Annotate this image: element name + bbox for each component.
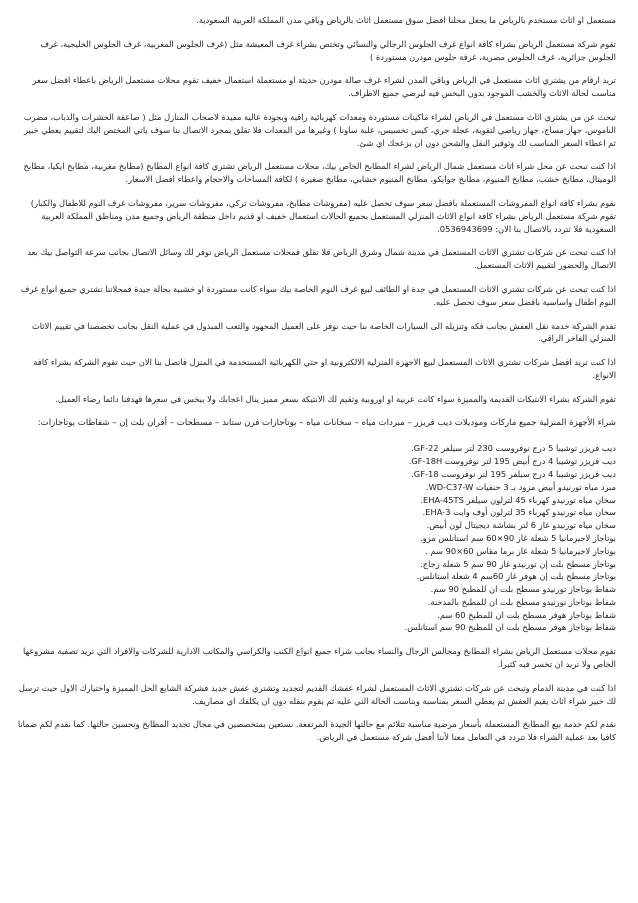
- jeddah-bedrooms-paragraph: اذا كنت تبحث عن شركات تشتري الاثاث المستعمل في جدة او الطائف لبيع غرف النوم الخاصة بيك سواء كانت مستوردة او خشبية بحالة جيدة فمحلاتنا تشتري جميع انواع غرف النوم اطفال واساسية بافضل سعر سوف تحصل عليه.: [20, 283, 616, 307]
- modern-halls-paragraph: تريد ارقام من يشتري اثاث مستعمل في الرياض وباقي المدن لشراء غرف صالة مودرن حديثة او مستعملة استعمال خفيف تقوم محلات مستعمل الرياض باعطاء افضل سعر مناسب لحالة الاثاث والخشب الموجود بدون البخس فيه ليرضي جميع الاطراف.: [32, 75, 616, 99]
- list-item: شفاط بوتاجاز هوفر مسطح بلت ان للمطبخ 60 سم.: [437, 609, 616, 620]
- kitchens-paragraph: اذا كنت تبحث عن محل شراء اثاث مستعمل شمال الرياض لشراء المطابخ الخاص بيك، محلات مستعمل الرياض تشتري كافة انواع المطابخ (مطابخ مغربية، مطابخ ايكيا، مطابخ الوميتال، مطابخ خشب، مطابخ المنيوم، مطابخ جوايكو، مطابخ المنيوم خشابي، مطابخ صغيرة ) لكافة المساحات والاحجام واعطاء افضل الاسعار.: [23, 161, 616, 185]
- north-riyadh-paragraph: اذا كنت تبحث عن شركات تشتري الاثاث المستعمل في مدينة شمال وشرق الرياض فلا تقلق فمحلات مستعمل الرياض توفر لك وسائل الاتصال بجانب سرعة التواصل بيك بعد الاتصال والحضور لتقييم الاثاث المستعمل.: [27, 247, 616, 271]
- list-item: شفاط بوتاجاز هوفر مسطح بلت ان للمطبخ 90 سم استانلس.: [404, 622, 616, 633]
- antiques-paragraph: تقوم الشركة بشراء الانتيكات القديمة والمميزة سواء كانت عربية او اوروبية وتقيم لك الانتيكة بسعر مميز ينال اعجابك ولا يبخس في سعرها فهدفنا دائما رضاء العميل.: [55, 393, 616, 404]
- list-item: بوتاجاز لاجيرمانيا 5 شعلة غاز برما مقاس 60×90 سم .: [425, 545, 616, 556]
- list-item: سخان مياه تورنيدو كهرباء 45 لترلون سيلفر EHA-45TS.: [420, 494, 616, 505]
- furnishings-paragraph: نقوم بشراء كافة انواع المفروشات المستعملة بافضل سعر سوف تحصل عليه (مفروشات مطابخ، مفروشات تركي، مفروشات سرير، مفروشات غرف النوم للاطفال والكبار) تقوم شركة مستعمل الرياض بشراء كافة انواع الاثاث المنزلي المستعمل بجميع الحالات استعمال خفيف او قديم داخل منطقة الرياض وجميع مدن ومناطق المملكة العربية السعودية فلا تتردد بالاتصال بنا الان: 0536943699.: [30, 197, 616, 234]
- dammam-paragraph: اذا كنت في مدينة الدمام وتبحث عن شركات تشتري الاثاث المستعمل لشراء عفشك القديم لتجديد وتشتري عفش جديد فشركة الشايع الحل المميزة واختيارك الاول حيث ترسل لك خبير شراء اثاث يقيم العفش ثم يعطي السعر بمناسبة وبناسب الحالة التي عليه ثم يقوم بنقله دون ان يكلفك اي مصاريف.: [18, 682, 616, 706]
- moving-service-paragraph: تقدم الشركة خدمة نقل العفش بجانب فكه وتنزيله الى السيارات الخاصة بنا حيث نوفر على العميل المجهود والتعب المبذول في عملية النقل بجانب تخصصنا في تقييم الاثاث المنزلي الفاخر الراقي.: [31, 320, 616, 344]
- list-item: ديب فريزر توشيبا 5 درج نوفروست 230 لتر سيلفر GF-22.: [411, 443, 616, 454]
- kitchen-sales-paragraph: نقدم لكم خدمة بيع المطابخ المستعملة بأسعار مرضية مناسبة تتلائم مع حالتها الجيدة المرتفعة. نستعين بمتخصصين في مجال تجديد المطابخ وتحسين حالتها. كما نقدم لكم ضمانا كافيا بعد عملية الشراء فلا تتردد في التعامل معنا لأننا أفضل شركة مستعمل في الرياض.: [17, 719, 616, 743]
- intro-paragraph: مستعمل او اثاث مستخدم بالرياض ما يجعل محلنا افضل سوق مستعمل اثاث بالرياض وباقي مدن المملكة العربية السعودية.: [196, 15, 616, 25]
- list-item: ديب فريزر توشيبا 4 درج سيلفر 195 لتر نوفروست GF-18.: [411, 468, 616, 479]
- electronics-paragraph: اذا كنت تريد افضل شركات تشتري الاثاث المستعمل لبيع الاجهزة المنزلية الالكترونية او حتي الكهربائية المستخدمة في المنزل فاتصل بنا الان حيث تقوم الشركة بشراء كافة الانواع.: [33, 357, 616, 380]
- list-item: بوتاجاز لاجيرمانيا 5 شعلة غاز 90×60 سم استانلس مزو.: [420, 532, 616, 543]
- home-appliances-heading: شراء الأجهزة المنزلية جميع ماركات وموديلات ديب فريزر – مبردات مياه – سخانات مياه – بوتاجازات فرن ستاند – مسطحات – أفران بلت إن – شفاطات بوتاجازات:: [37, 417, 616, 428]
- list-item: بوتاجاز مسطح بلت إن تورنيدو غاز 90 سم 5 شعلة زجاج.: [420, 558, 616, 569]
- appliance-list: [14, 442, 616, 634]
- list-item: بوتاجاز مسطح بلت إن هوفر غاز 60سم 4 شعلة استانلس.: [416, 571, 616, 582]
- list-item: مبرد مياه تورنيدو أبيض مزود بـ 3 حنفيات WD-C37-W.: [425, 481, 616, 492]
- appliances-paragraph: تبحث عن من يشتري اثاث مستعمل في الرياض لشراء ماكينات مستوردة ومعدات كهربائية راقية وبجودة عالية مفيدة لاصحاب المنازل مثل ( صاعقة الحشرات والذباب، مضرب الناموس، جهاز مساج، جهاز رياضي لتقوية، عجلة جري، كيس تخسيس، علبة ساونا ) وغيرها من المعدات فلا تقلق بمجرد الاتصال بنا سوف ياتي المختص اليك لتقييم يعطي خبير ثم اعطاء السعر المناسب لك وتوفير النقل والشحن دون ان يزعجك اي شئ.: [23, 111, 616, 148]
- list-item: شفاط بوتاجاز تورنيدو مسطح بلت ان للمطبخ 90 سم.: [430, 584, 616, 595]
- list-item: سخان مياه تورنيدو غاز 6 لتر بشاشة ديجيتال لون أبيض.: [426, 520, 616, 531]
- list-item: سخان مياه تورنيدو كهرباء 35 لترلون أوف وايت EHA-3.: [422, 507, 616, 518]
- list-item: ديب فريزر توشيبا 4 درج أبيض 195 لتر نوفروست GF-18H.: [408, 456, 616, 467]
- living-rooms-paragraph: تقوم شركة مستعمل الرياض بشراء كافة انواع غرف الجلوس الرجالي والنسائي وتختص بشراء غرف المعيشة مثل (غرف الجلوس المغربية، غرف الجلوس الخليجية، غرف الجلوس جزائرية، غرف الجلوس مصرية، غرفة جلوس مودرن مستوردة ): [40, 38, 616, 62]
- list-item: شفاط بوتاجاز تورنيدو مسطح بلت ان للمطبخ بالمدخنة.: [427, 596, 616, 607]
- offices-paragraph: تقوم محلات مستعمل الرياض بشراء المطابخ ومجالس الرجال والنساء بجانب شراء جميع انواع الكنب والكراسي والمكاتب الادارية للشركات والافراد التي تريد تصفية مشروعها الخاص ولا تريد ان تخسر فيه كثيرا.: [22, 646, 616, 670]
